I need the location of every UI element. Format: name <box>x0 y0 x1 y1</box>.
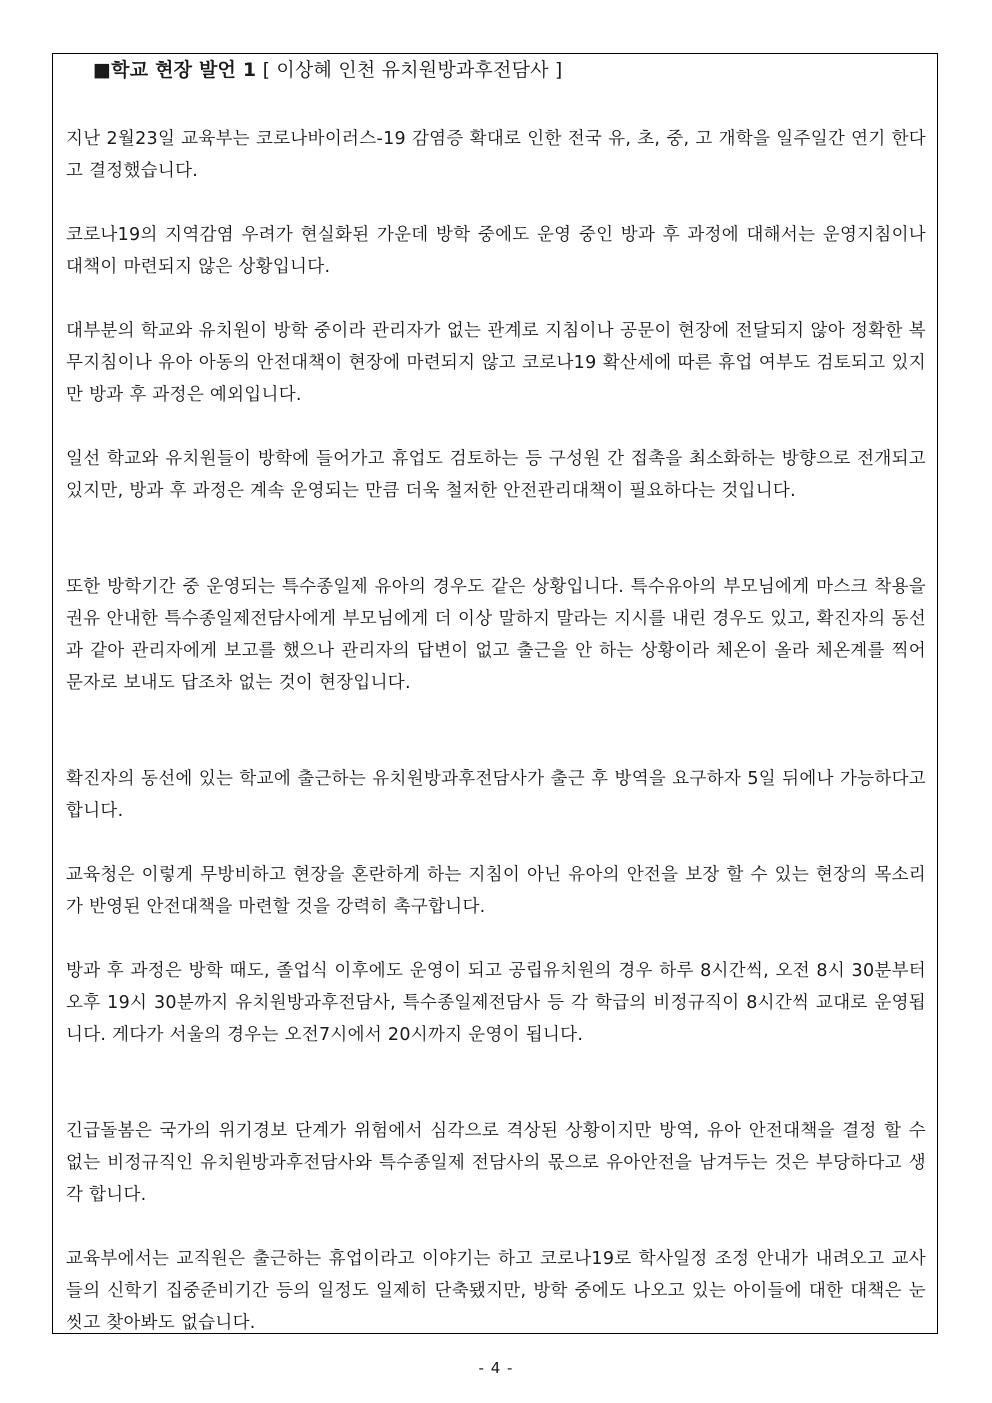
speaker-label: [ 이상혜 인천 유치원방과후전담사 ] <box>256 59 563 81</box>
paragraph-5: 또한 방학기간 중 운영되는 특수종일제 유아의 경우도 같은 상황입니다. 특수유아의 부모님에게 마스크 착용을 권유 안내한 특수종일제전담사에게 부모님에게 더 이상 말하지 말라는 지시를 내린 경우도 있고, 확진자의 동선과 같아 관리자에게 보고를 했으나 관리자의 답변이 없고 출근을 안 하는 상황이라 체온이 올라 체온계를 찍어 문자로 보내도 답조차 없는 것이 현장입니다. <box>66 577 926 693</box>
page-number: - 4 - <box>478 1359 514 1377</box>
section-title <box>93 58 563 82</box>
paragraph-8: 방과 후 과정은 방학 때도, 졸업식 이후에도 운영이 되고 공립유치원의 경우 하루 8시간씩, 오전 8시 30분부터 오후 19시 30분까지 유치원방과후전담사, 특수종일제전담사 등 각 학급의 비정규직이 8시간씩 교대로 운영됩니다. 게다가 서울의 경우는 오전7시에서 20시까지 운영이 됩니다. <box>66 961 926 1045</box>
paragraph-3: 대부분의 학교와 유치원이 방학 중이라 관리자가 없는 관계로 지침이나 공문이 현장에 전달되지 않아 정확한 복무지침이나 유아 아동의 안전대책이 현장에 마련되지 않고 코로나19 확산세에 따른 휴업 여부도 검토되고 있지만 방과 후 과정은 예외입니다. <box>66 321 926 405</box>
paragraph-9: 긴급돌봄은 국가의 위기경보 단계가 위험에서 심각으로 격상된 상황이지만 방역, 유아 안전대책을 결정 할 수 없는 비정규직인 유치원방과후전담사와 특수종일제 전담사의 몫으로 유아안전을 남겨두는 것은 부당하다고 생각 합니다. <box>66 1121 926 1205</box>
document-frame <box>52 53 938 1334</box>
paragraph-1: 지난 2월23일 교육부는 코로나바이러스-19 감염증 확대로 인한 전국 유, 초, 중, 고 개학을 일주일간 연기 한다고 결정했습니다. <box>66 129 926 181</box>
paragraph-2: 코로나19의 지역감염 우려가 현실화된 가운데 방학 중에도 운영 중인 방과 후 과정에 대해서는 운영지침이나 대책이 마련되지 않은 상황입니다. <box>66 225 926 277</box>
paragraph-4: 일선 학교와 유치원들이 방학에 들어가고 휴업도 검토하는 등 구성원 간 접촉을 최소화하는 방향으로 전개되고 있지만, 방과 후 과정은 계속 운영되는 만큼 더욱 철저한 안전관리대책이 필요하다는 것입니다. <box>66 449 926 501</box>
paragraph-7: 교육청은 이렇게 무방비하고 현장을 혼란하게 하는 지침이 아닌 유아의 안전을 보장 할 수 있는 현장의 목소리가 반영된 안전대책을 마련할 것을 강력히 촉구합니다. <box>66 865 926 917</box>
paragraph-6: 확진자의 동선에 있는 학교에 출근하는 유치원방과후전담사가 출근 후 방역을 요구하자 5일 뒤에나 가능하다고 합니다. <box>66 769 926 821</box>
paragraph-10: 교육부에서는 교직원은 출근하는 휴업이라고 이야기는 하고 코로나19로 학사일정 조정 안내가 내려오고 교사들의 신학기 집중준비기간 등의 일정도 일제히 단축됐지만, 방학 중에도 나오고 있는 아이들에 대한 대책은 눈 씻고 찾아봐도 없습니다. <box>66 1249 926 1333</box>
section-heading: ■학교 현장 발언 1 <box>93 59 257 81</box>
